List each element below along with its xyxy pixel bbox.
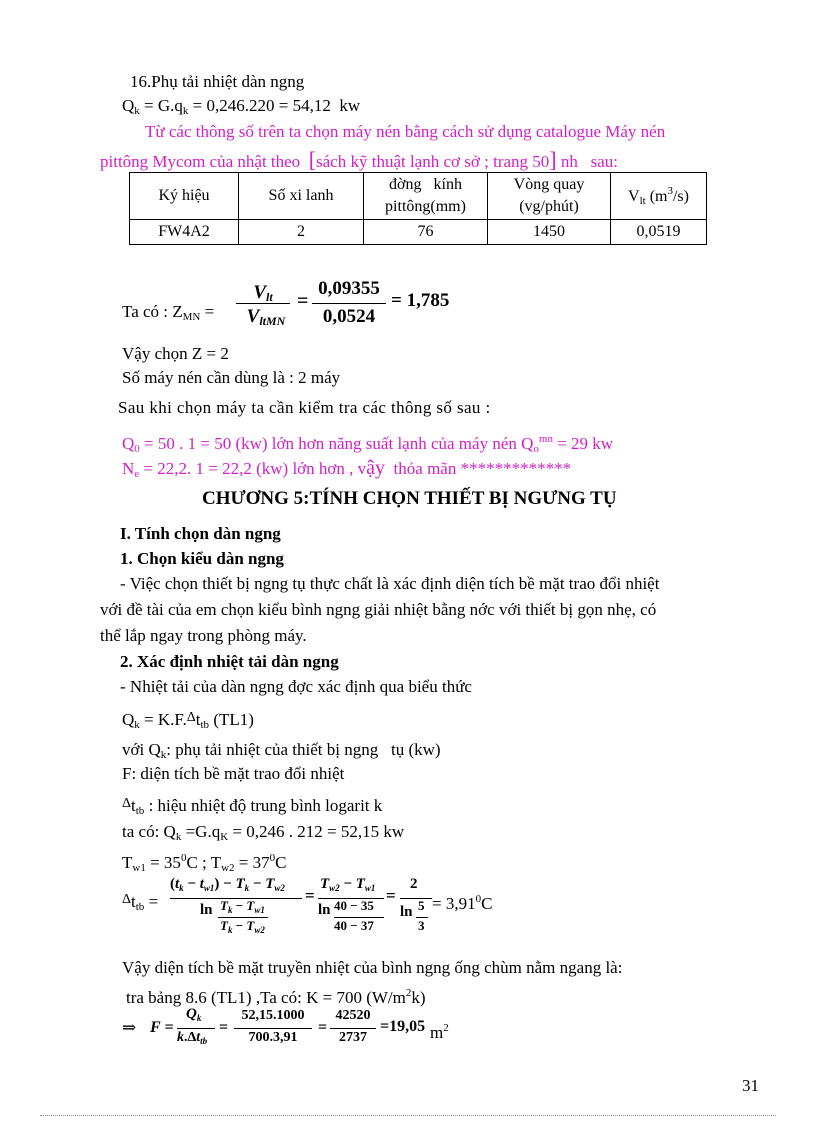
dt-frac1-num: $(t_k - t_{w1}) - T_k - T_{w2}$	[170, 876, 285, 893]
dt-lhs: $^\Delta t_{tb}$ =	[122, 892, 159, 913]
choose-z: Vậy chọn Z = 2	[122, 344, 229, 363]
implies-symbol: ⇒	[122, 1018, 137, 1037]
intro-line1: Từ các thông số trên ta chọn máy nén bằng cách sử dụng catalogue Máy nén	[145, 122, 666, 141]
f-frac3-num: 42520	[335, 1008, 371, 1023]
table-header-diameter: đờng kính pittông(mm)	[364, 173, 488, 220]
paragraph-2: - Nhiệt tải của dàn ngng đợc xác định qua biểu thức	[120, 677, 472, 696]
tw-values: $T_{w1} = 35^0C$ ; $T_{w2} = 37^0C$	[122, 852, 287, 874]
paragraph-1-line3: thể lắp ngay trong phòng máy.	[100, 626, 307, 645]
table-header-code: Ký hiệu	[130, 173, 239, 220]
dt-frac2-num: $T_{w2} - T_{w1}$	[320, 876, 376, 893]
f-frac1-num: $Q_k$	[186, 1006, 202, 1023]
intro-line2: pittông Mycom của nhật theo [sách kỹ thuật lạnh cơ sở ; trang 50] nh sau:	[100, 147, 618, 172]
dt-frac1-den-bottom: $T_k - T_{w2}$	[220, 918, 265, 935]
f-unit: $m^2$	[430, 1022, 449, 1042]
f-lhs: F =	[150, 1019, 174, 1036]
dt-frac1-den-top: $T_k - T_{w1}$	[220, 898, 265, 915]
table-header-cylinders: Số xi lanh	[239, 173, 364, 220]
f-equals-1: =	[219, 1019, 229, 1036]
subsection-2-title: 2. Xác định nhiệt tải dàn ngng	[120, 652, 339, 671]
zmn-equals: =	[297, 290, 309, 312]
dt-frac3-num: 2	[410, 876, 418, 892]
table-cell-speed: 1450	[488, 220, 611, 245]
where-dt: $^\Delta t_{tb}$ : hiệu nhiệt độ trung bình logarit k	[122, 796, 383, 817]
area-intro: Vậy diện tích bề mặt truyền nhiệt của bình ngng ống chùm nằm ngang là:	[122, 958, 623, 977]
dt-frac2-den-bottom: 40 − 37	[334, 918, 374, 933]
zmn-lhs: Ta có : $Z_{MN}$ =	[122, 302, 215, 323]
f-frac2-num: 52,15.1000	[241, 1008, 305, 1023]
qk-value: ta có: $Q_k =G.q_K = 0,246$ . 212 = 52,15 kw	[122, 822, 405, 843]
f-frac3-den: 2737	[339, 1030, 367, 1045]
where-qk: với $Q_k$: phụ tải nhiệt của thiết bị ngng tụ (kw)	[122, 740, 441, 761]
dt-frac3-den-bottom: 3	[418, 918, 425, 933]
subsection-1-title: 1. Chọn kiểu dàn ngng	[120, 549, 284, 568]
table-header-volume: $V_{lt}$ $(m^3/s)$	[611, 173, 707, 220]
page-number: 31	[742, 1076, 759, 1095]
dt-frac2-den-ln: ln	[318, 902, 331, 918]
f-frac3-bar	[330, 1028, 376, 1029]
footer-divider	[40, 1115, 776, 1116]
dt-result: = $3,91^0C$	[432, 893, 493, 913]
f-frac2-den: 700.3,91	[248, 1030, 298, 1045]
compressor-table	[129, 172, 707, 245]
check-intro: Sau khi chọn máy ta cần kiểm tra các thông số sau :	[118, 398, 491, 417]
check-q0: $Q_0 = 50$ . 1 = 50 (kw) lớn hơn năng suất lạnh của máy nén $Q_o^{mn} = 29$ kw	[122, 433, 614, 455]
f-equals-2: =	[318, 1019, 328, 1036]
k-value: tra bảng 8.6 (TL1) ,Ta có: K = 700 $(W/m^2k)$	[126, 987, 426, 1007]
dt-frac3-bar	[400, 898, 432, 899]
table-cell-code: FW4A2	[130, 220, 239, 245]
zmn-den-symbol: $V_{ltMN}$	[246, 306, 286, 328]
zmn-fraction-bar-2	[312, 303, 386, 304]
f-frac1-den: $k.\Delta t_{tb}$	[177, 1030, 208, 1046]
table-cell-volume: 0,0519	[611, 220, 707, 245]
dt-frac1-den-ln: ln	[200, 902, 213, 918]
zmn-fraction-bar-1	[236, 303, 290, 304]
dt-equals-2: =	[386, 886, 396, 905]
dt-frac3-den-ln: ln	[400, 904, 413, 920]
compressor-count: Số máy nén cần dùng là : 2 máy	[122, 368, 341, 387]
table-header-speed: Vòng quay (vg/phút)	[488, 173, 611, 220]
f-result: =19,05	[380, 1018, 426, 1035]
f-frac1-bar	[177, 1028, 215, 1029]
zmn-den-value: 0,0524	[322, 306, 376, 327]
where-f: F: diện tích bề mặt trao đổi nhiệt	[122, 764, 345, 783]
eq-qk: $Q_k = K.F.^\Delta t_{tb}$ (TL1)	[122, 710, 254, 731]
dt-frac2-den-top: 40 − 35	[334, 898, 374, 913]
table-cell-diameter: 76	[364, 220, 488, 245]
paragraph-1-line1: - Việc chọn thiết bị ngng tụ thực chất là xác định diện tích bề mặt trao đổi nhiệt	[120, 574, 660, 593]
item16-formula: $Q_k = G.q_k = 0,246.220 = 54,12$ kw	[122, 96, 361, 117]
chapter-title: CHƯƠNG 5:TÍNH CHỌN THIẾT BỊ NGƯNG TỤ	[202, 488, 617, 509]
section-1-title: I. Tính chọn dàn ngng	[120, 524, 281, 543]
zmn-num-value: 0,09355	[318, 278, 380, 299]
zmn-result: = 1,785	[391, 290, 450, 311]
item16-title: 16.Phụ tải nhiệt dàn ngng	[130, 72, 305, 91]
dt-equals-1: =	[305, 886, 315, 905]
check-ne: $N_e = 22,2$. 1 = 22,2 (kw) lớn hơn , vậy thỏa mãn *************	[122, 457, 572, 480]
dt-frac3-den-top: 5	[418, 898, 425, 913]
paragraph-1-line2: với đề tài của em chọn kiểu bình ngng giải nhiệt bằng nớc với thiết bị gọn nhẹ, có	[100, 600, 657, 619]
zmn-num-symbol: $V_{lt}$	[253, 282, 273, 304]
table-cell-cylinders: 2	[239, 220, 364, 245]
f-frac2-bar	[234, 1028, 312, 1029]
